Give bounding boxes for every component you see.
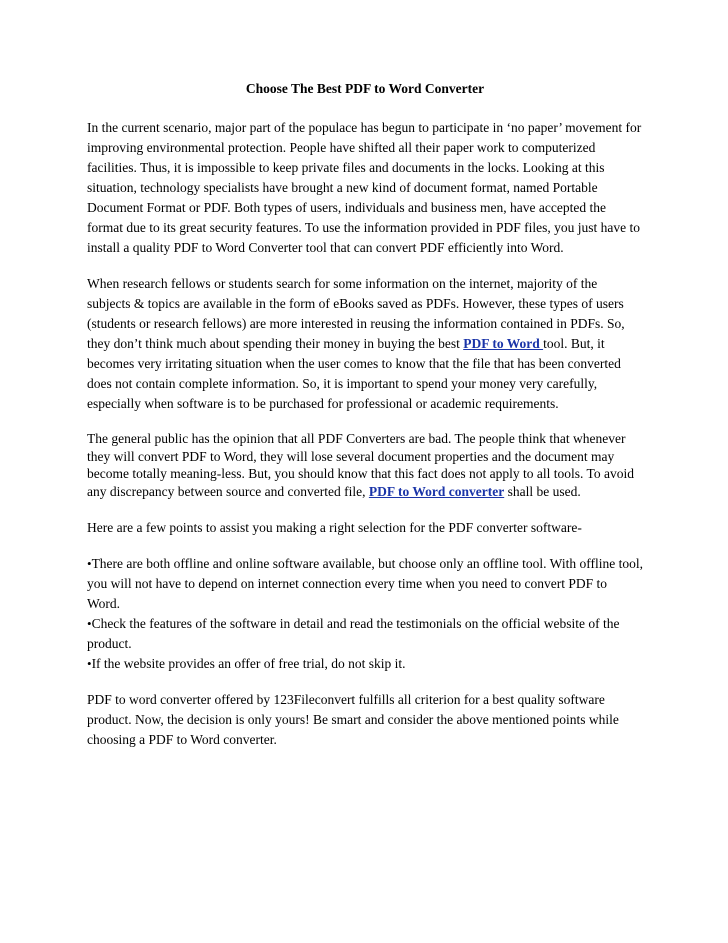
paragraph-research-text-before: When research fellows or students search for some information on the internet, majority of the subjects & topics are available in the form of eBooks saved as PDFs. However, these types of users (students or research fellows) are more interested in reusing the information contained in PDFs. So, they don’t think much about spending their money in buying the best xyxy=(87,276,625,351)
paragraph-opinion-text-before: The general public has the opinion that all PDF Converters are bad. The people think that whenever they will convert PDF to Word, they will lose several document properties and the document may become totally meaning-less. But, you should know that this fact does not apply to all tools. To avoid any discrepancy between source and converted file, xyxy=(87,431,634,499)
pdf-to-word-converter-link[interactable]: PDF to Word converter xyxy=(368,483,505,499)
bullet-icon: • xyxy=(87,616,92,631)
paragraph-conclusion: PDF to word converter offered by 123Fileconvert fulfills all criterion for a best quality software product. Now, the decision is only yours! Be smart and consider the above mentioned points while choosing a PDF to Word converter. xyxy=(87,692,619,747)
bullet-text: There are both offline and online software available, but choose only an offline tool. With offline tool, you will not have to depend on internet connection every time when you need to convert PDF to Word. xyxy=(87,556,643,611)
document-body xyxy=(87,80,643,766)
pdf-to-word-link-1[interactable]: PDF to Word xyxy=(463,336,544,351)
bullet-text: Check the features of the software in detail and read the testimonials on the official website of the product. xyxy=(87,616,620,651)
bullet-icon: • xyxy=(87,656,92,671)
paragraph-opinion xyxy=(87,430,643,500)
paragraph-opinion-text-after: shall be used. xyxy=(504,483,581,499)
bullet-icon: • xyxy=(87,556,92,571)
document-title: Choose The Best PDF to Word Converter xyxy=(245,81,485,96)
bullet-list xyxy=(87,554,643,674)
list-item xyxy=(87,614,643,654)
paragraph-research xyxy=(87,274,643,414)
paragraph-points-intro: Here are a few points to assist you making a right selection for the PDF converter software- xyxy=(87,520,582,535)
list-item xyxy=(87,654,643,674)
paragraph-intro: In the current scenario, major part of the populace has begun to participate in ‘no paper’ movement for improving environmental protection. People have shifted all their paper work to computerized facilities. Thus, it is impossible to keep private files and documents in the locks. Looking at this situation, technology specialists have brought a new kind of document format, named Portable Document Format or PDF. Both types of users, individuals and business men, have accepted the format due to its great security features. To use the information provided in PDF files, you just have to install a quality PDF to Word Converter tool that can convert PDF efficiently into Word. xyxy=(87,120,642,255)
paragraph-research-text-after: tool. But, it becomes very irritating situation when the user comes to know that the file that has been converted does not contain complete information. So, it is important to spend your money very carefully, especially when software is to be purchased for professional or academic requirements. xyxy=(87,336,621,411)
bullet-text: If the website provides an offer of free trial, do not skip it. xyxy=(91,656,406,671)
list-item xyxy=(87,554,643,614)
